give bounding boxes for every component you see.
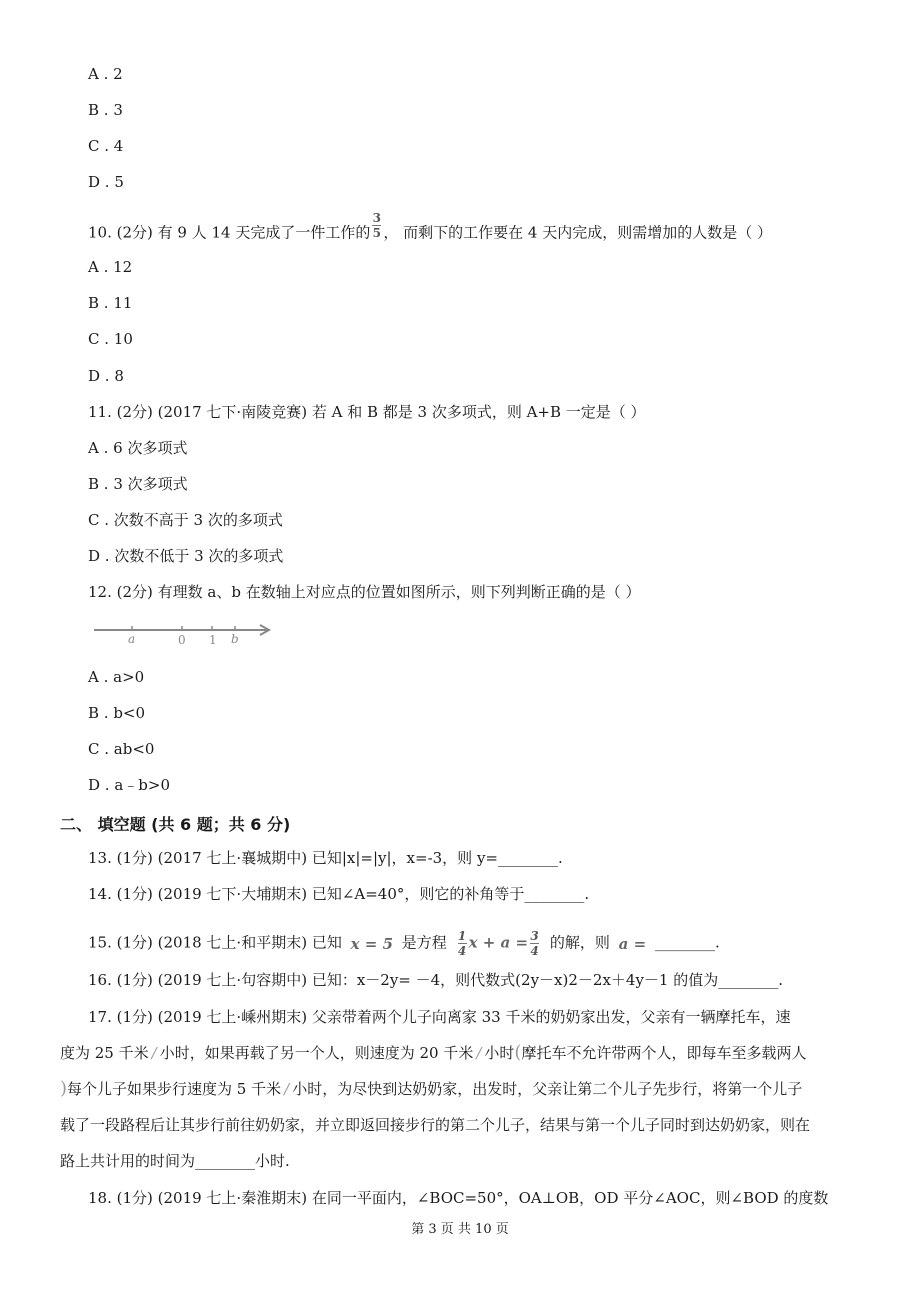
q9-option-d: D . 5	[88, 173, 124, 191]
q12-option-d: D . a﹣b>0	[88, 776, 170, 794]
q10-option-c: C . 10	[88, 330, 133, 348]
label-b: b	[231, 632, 239, 646]
q15-var: a =	[618, 934, 647, 953]
q15-eq1: x = 5	[350, 934, 394, 953]
q17-line2	[60, 1043, 806, 1063]
q10-option-d: D . 8	[88, 367, 124, 385]
q16-stem: 16. (1分) (2019 七上·句容期中) 已知：x－2y= －4，则代数式(2y－x)2－2x＋4y－1 的值为________.	[88, 971, 784, 989]
q17-slash-1: /	[151, 1044, 157, 1062]
q15-eq2: x + a =	[468, 933, 529, 952]
q9-option-b: B . 3	[88, 101, 123, 119]
q17-line2-c: 小时	[484, 1044, 515, 1062]
q10-stem	[88, 211, 772, 247]
q15-frac1-den: 4	[457, 944, 467, 958]
q11-stem: 11. (2分) (2017 七下·南陵竞赛) 若 A 和 B 都是 3 次多项式，则 A+B 一定是（ ）	[88, 403, 646, 421]
q15-frac1-num: 1	[457, 929, 467, 943]
q17-slash-3: /	[284, 1080, 290, 1098]
q17-line3-a: 每个儿子如果步行速度为 5 千米	[67, 1080, 282, 1098]
label-1: 1	[209, 633, 217, 646]
q10-stem-before: 10. (2分) 有 9 人 14 天完成了一件工作的	[88, 223, 371, 242]
q15-equation	[456, 930, 541, 957]
q12-stem: 12. (2分) 有理数 a、b 在数轴上对应点的位置如图所示，则下列判断正确的是（ ）	[88, 583, 641, 601]
q17-line2-b: 小时，如果再载了另一个人，则速度为 20 千米	[159, 1044, 474, 1062]
q12-option-b: B . b<0	[88, 704, 146, 722]
q9-option-c: C . 4	[88, 137, 124, 155]
q17-slash-2: /	[476, 1044, 482, 1062]
q11-option-b: B . 3 次多项式	[88, 475, 188, 493]
label-0: 0	[178, 633, 186, 646]
q10-fraction	[372, 212, 381, 239]
q18-stem: 18. (1分) (2019 七上·秦淮期末) 在同一平面内，∠BOC=50°，OA⊥OB，OD 平分∠AOC，则∠BOD 的度数	[88, 1189, 829, 1207]
q10-option-b: B . 11	[88, 294, 133, 312]
q13-stem: 13. (1分) (2017 七上·襄城期中) 已知|x|=|y|，x=-3，则 y=________.	[88, 849, 563, 867]
q17-line5: 路上共计用的时间为________小时.	[60, 1152, 290, 1170]
q10-stem-after: ， 而剩下的工作要在 4 天内完成，则需增加的人数是（ ）	[383, 223, 772, 242]
q15-frac2-den: 4	[530, 944, 539, 958]
q15-frac2-num: 3	[530, 929, 539, 943]
q11-option-d: D . 次数不低于 3 次的多项式	[88, 547, 284, 565]
q15-prefix: 15. (1分) (2018 七上·和平期末) 已知	[88, 933, 342, 952]
q15-suffix1: 的解，则	[549, 933, 610, 952]
q10-frac-den: 5	[372, 226, 382, 240]
q17-line3	[60, 1079, 802, 1099]
q17-close-paren: )	[60, 1078, 68, 1099]
q15-frac2	[530, 930, 539, 957]
q17-line4: 载了一段路程后让其步行前往奶奶家，并立即返回接步行的第二个儿子，结果与第一个儿子同时到达奶奶家，则在	[60, 1116, 811, 1134]
q11-option-a: A . 6 次多项式	[88, 439, 188, 457]
q17-open-paren: (	[514, 1042, 522, 1063]
q17-line3-b: 小时，为尽快到达奶奶家，出发时，父亲让第二个儿子先步行，将第一个儿子	[292, 1080, 803, 1098]
q17-line1: 17. (1分) (2019 七上·嵊州期末) 父亲带着两个儿子向离家 33 千米的奶奶家出发，父亲有一辆摩托车，速	[88, 1008, 791, 1026]
label-a: a	[128, 632, 136, 646]
q14-stem: 14. (1分) (2019 七下·大埔期末) 已知∠A=40°，则它的补角等于________.	[88, 885, 590, 903]
q17-line2-d: 摩托车不允许带两个人，即每车至多载两人	[521, 1044, 807, 1062]
q10-frac-num: 3	[372, 211, 382, 225]
q9-option-a: A . 2	[88, 65, 123, 83]
q10-option-a: A . 12	[88, 258, 133, 276]
q17-line2-a: 度为 25 千米	[60, 1044, 149, 1062]
q15-frac1	[458, 930, 467, 957]
number-line-figure	[92, 620, 276, 646]
q11-option-c: C . 次数不高于 3 次的多项式	[88, 511, 283, 529]
q15-mid: 是方程	[401, 933, 447, 952]
section-heading: 二、 填空题 (共 6 题；共 6 分)	[60, 815, 291, 834]
q12-option-a: A . a>0	[88, 668, 145, 686]
q15-suffix2: ________.	[654, 933, 720, 952]
q15-stem	[88, 930, 720, 957]
q12-option-c: C . ab<0	[88, 740, 155, 758]
page-footer: 第 3 页 共 10 页	[411, 1222, 509, 1237]
